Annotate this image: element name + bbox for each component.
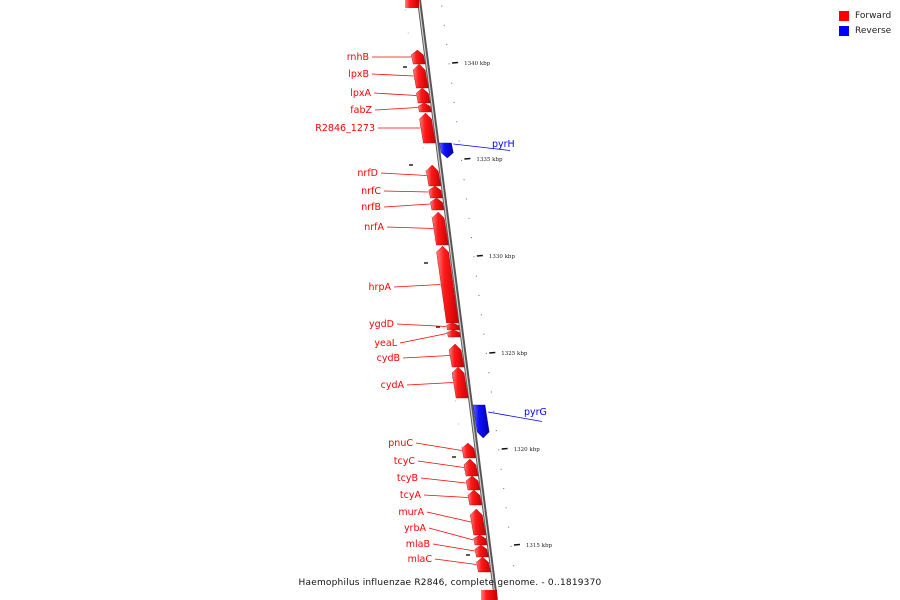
- scale-dot: [463, 179, 464, 180]
- gene-arrow[interactable]: [462, 443, 476, 458]
- gene-leader-line: [374, 93, 416, 96]
- gene-leader-line: [416, 443, 462, 451]
- scale-tick: [464, 159, 470, 160]
- gene-leader-line: [435, 559, 476, 565]
- gene-label: yrbA: [403, 523, 426, 534]
- scale-dot: [449, 63, 450, 64]
- gene-leader-line: [375, 108, 418, 111]
- scale-dot: [417, 102, 418, 103]
- scale-dot: [441, 5, 442, 6]
- gene-leader-line: [403, 356, 450, 359]
- scale-tick-label: 1335 kbp: [476, 157, 503, 163]
- gene-leader-line: [400, 334, 447, 344]
- gene-arrow[interactable]: [474, 535, 487, 545]
- legend: [839, 8, 891, 38]
- scale-dot: [440, 286, 441, 287]
- genome-caption: Haemophilus influenzae R2846, complete genome. - 0..1819370: [298, 578, 602, 588]
- gene-label: lpxA: [350, 88, 371, 99]
- legend-item-forward: [839, 8, 891, 23]
- gene-label: R2846_1273: [315, 123, 375, 134]
- gene-label: rnhB: [346, 52, 369, 63]
- gene-pyrh[interactable]: [439, 139, 514, 158]
- scale-dot: [422, 148, 423, 149]
- gene-label: mlaB: [405, 539, 430, 550]
- gene-pnuc[interactable]: [388, 438, 476, 458]
- scale-dot: [486, 353, 487, 354]
- gene-yeal[interactable]: [374, 330, 460, 349]
- gene-label: nrfD: [357, 168, 378, 179]
- gene-arrow[interactable]: [447, 330, 460, 337]
- gene-r2846_1273[interactable]: [315, 113, 435, 143]
- gene-arrow[interactable]: [466, 476, 480, 490]
- scale-dot: [443, 309, 444, 310]
- scale-dot: [498, 449, 499, 450]
- scale-dot: [454, 102, 455, 103]
- gene-nrfa[interactable]: [364, 212, 448, 245]
- gene-label: pyrG: [524, 407, 547, 418]
- gene-leader-line: [424, 495, 468, 498]
- gene-nrfb[interactable]: [361, 198, 444, 213]
- scale-dot: [451, 83, 452, 84]
- gene-label: murA: [398, 507, 424, 518]
- legend-label-reverse: Reverse: [855, 25, 892, 36]
- gene-leader-line: [429, 528, 473, 540]
- scale-dot: [501, 469, 502, 470]
- scale-tick: [502, 449, 508, 450]
- gene-leader-line: [427, 512, 471, 522]
- gene-leader-line: [384, 204, 430, 207]
- gene-arrow[interactable]: [477, 557, 491, 572]
- scale-dot: [467, 493, 468, 494]
- gene-label: pnuC: [388, 438, 413, 449]
- scale-dot: [446, 44, 447, 45]
- gene-arrow[interactable]: [416, 88, 430, 103]
- scale-dot: [466, 198, 467, 199]
- gene-label: cydB: [376, 353, 400, 364]
- scale-dot: [458, 424, 459, 425]
- gene-arrow[interactable]: [439, 143, 453, 158]
- gene-label: ygdD: [369, 319, 394, 330]
- scale-dot: [405, 10, 406, 11]
- scale-tick-label: 1340 kbp: [464, 61, 491, 67]
- scale-dot: [456, 121, 457, 122]
- gene-leader-line: [394, 285, 441, 288]
- scale-tick: [452, 63, 458, 64]
- scale-dot: [434, 240, 435, 241]
- legend-item-reverse: [839, 23, 891, 38]
- gene-lpxb[interactable]: [348, 64, 428, 88]
- gene-leader-line: [407, 383, 453, 386]
- scale-dot: [513, 565, 514, 566]
- scale-dot: [431, 217, 432, 218]
- scale-dot: [408, 33, 409, 34]
- gene-leader-line: [418, 461, 464, 468]
- gene-hrpa[interactable]: [369, 246, 459, 323]
- gene-cyda[interactable]: [381, 367, 468, 398]
- gene-leader-line: [384, 191, 429, 192]
- reverse-swatch-icon: [839, 26, 849, 36]
- gene-label: tcyB: [396, 473, 418, 484]
- gene-leader-line: [433, 544, 475, 551]
- scale-dot: [473, 539, 474, 540]
- gene-leader-line: [387, 227, 433, 229]
- gene-arrow[interactable]: [418, 103, 431, 112]
- scale-dot: [506, 507, 507, 508]
- gene-label: nrfC: [361, 186, 381, 197]
- scale-tick-label: 1320 kbp: [513, 447, 540, 453]
- scale-dot: [455, 401, 456, 402]
- gene-label: yeaL: [374, 338, 397, 349]
- gene-arrow[interactable]: [430, 198, 444, 210]
- scale-tick: [514, 545, 520, 546]
- gene-ygdd[interactable]: [369, 319, 459, 330]
- gene-arrow[interactable]: [411, 50, 425, 64]
- scale-dot: [468, 218, 469, 219]
- gene-leader-line: [397, 324, 446, 327]
- scale-dot: [459, 141, 460, 142]
- gene-arrow[interactable]: [475, 545, 489, 557]
- gene-label: tcyA: [399, 490, 421, 501]
- gene-leader-line: [372, 74, 414, 76]
- gene-fabz[interactable]: [350, 103, 431, 116]
- gene-partial-bottom[interactable]: [481, 590, 497, 600]
- gene-tcya[interactable]: [400, 490, 482, 505]
- gene-label: lpxB: [348, 69, 369, 80]
- gene-rnhb[interactable]: [347, 50, 426, 64]
- forward-swatch-icon: [839, 11, 849, 21]
- scale-dot: [478, 295, 479, 296]
- gene-nrfd[interactable]: [357, 165, 440, 186]
- gene-lpxa[interactable]: [350, 88, 430, 103]
- gene-label: hrpA: [368, 282, 391, 293]
- scale-tick-label: 1325 kbp: [501, 351, 528, 357]
- gene-label: nrfA: [364, 222, 384, 233]
- scale-dot: [471, 237, 472, 238]
- scale-tick: [489, 353, 495, 354]
- gene-label: nrfB: [361, 202, 381, 213]
- gene-arrow[interactable]: [429, 186, 443, 198]
- scale-tick-label: 1330 kbp: [488, 254, 515, 260]
- scale-dot: [473, 256, 474, 257]
- genome-axis-highlight: [419, 0, 496, 600]
- gene-arrow[interactable]: [447, 323, 460, 330]
- scale-dot: [481, 314, 482, 315]
- scale-dot: [444, 25, 445, 26]
- scale-dot: [446, 332, 447, 333]
- scale-dot: [496, 430, 497, 431]
- scale-dot: [461, 160, 462, 161]
- gene-leader-line: [381, 173, 427, 176]
- scale-dot: [488, 372, 489, 373]
- scale-dot: [493, 411, 494, 412]
- scale-dot: [508, 527, 509, 528]
- gene-partial-top[interactable]: [405, 0, 419, 8]
- scale-tick-label: 1315 kbp: [525, 543, 553, 549]
- gene-pyrg[interactable]: [473, 405, 547, 438]
- gene-nrfc[interactable]: [361, 186, 442, 198]
- scale-dot: [461, 447, 462, 448]
- gene-label: cydA: [380, 380, 404, 391]
- scale-dot: [428, 194, 429, 195]
- scale-dot: [491, 391, 492, 392]
- scale-tick: [477, 256, 483, 257]
- scale-dot: [483, 334, 484, 335]
- gene-leader-line: [421, 478, 466, 483]
- legend-label-forward: Forward: [855, 10, 892, 21]
- scale-dot: [511, 546, 512, 547]
- gene-label: mlaC: [407, 554, 432, 565]
- gene-arrow[interactable]: [468, 490, 482, 505]
- scale-dot: [503, 488, 504, 489]
- gene-label: tcyC: [393, 456, 415, 467]
- gene-label: fabZ: [350, 105, 372, 116]
- gene-arrow[interactable]: [464, 459, 478, 476]
- scale-dot: [476, 276, 477, 277]
- gene-label: pyrH: [492, 139, 515, 150]
